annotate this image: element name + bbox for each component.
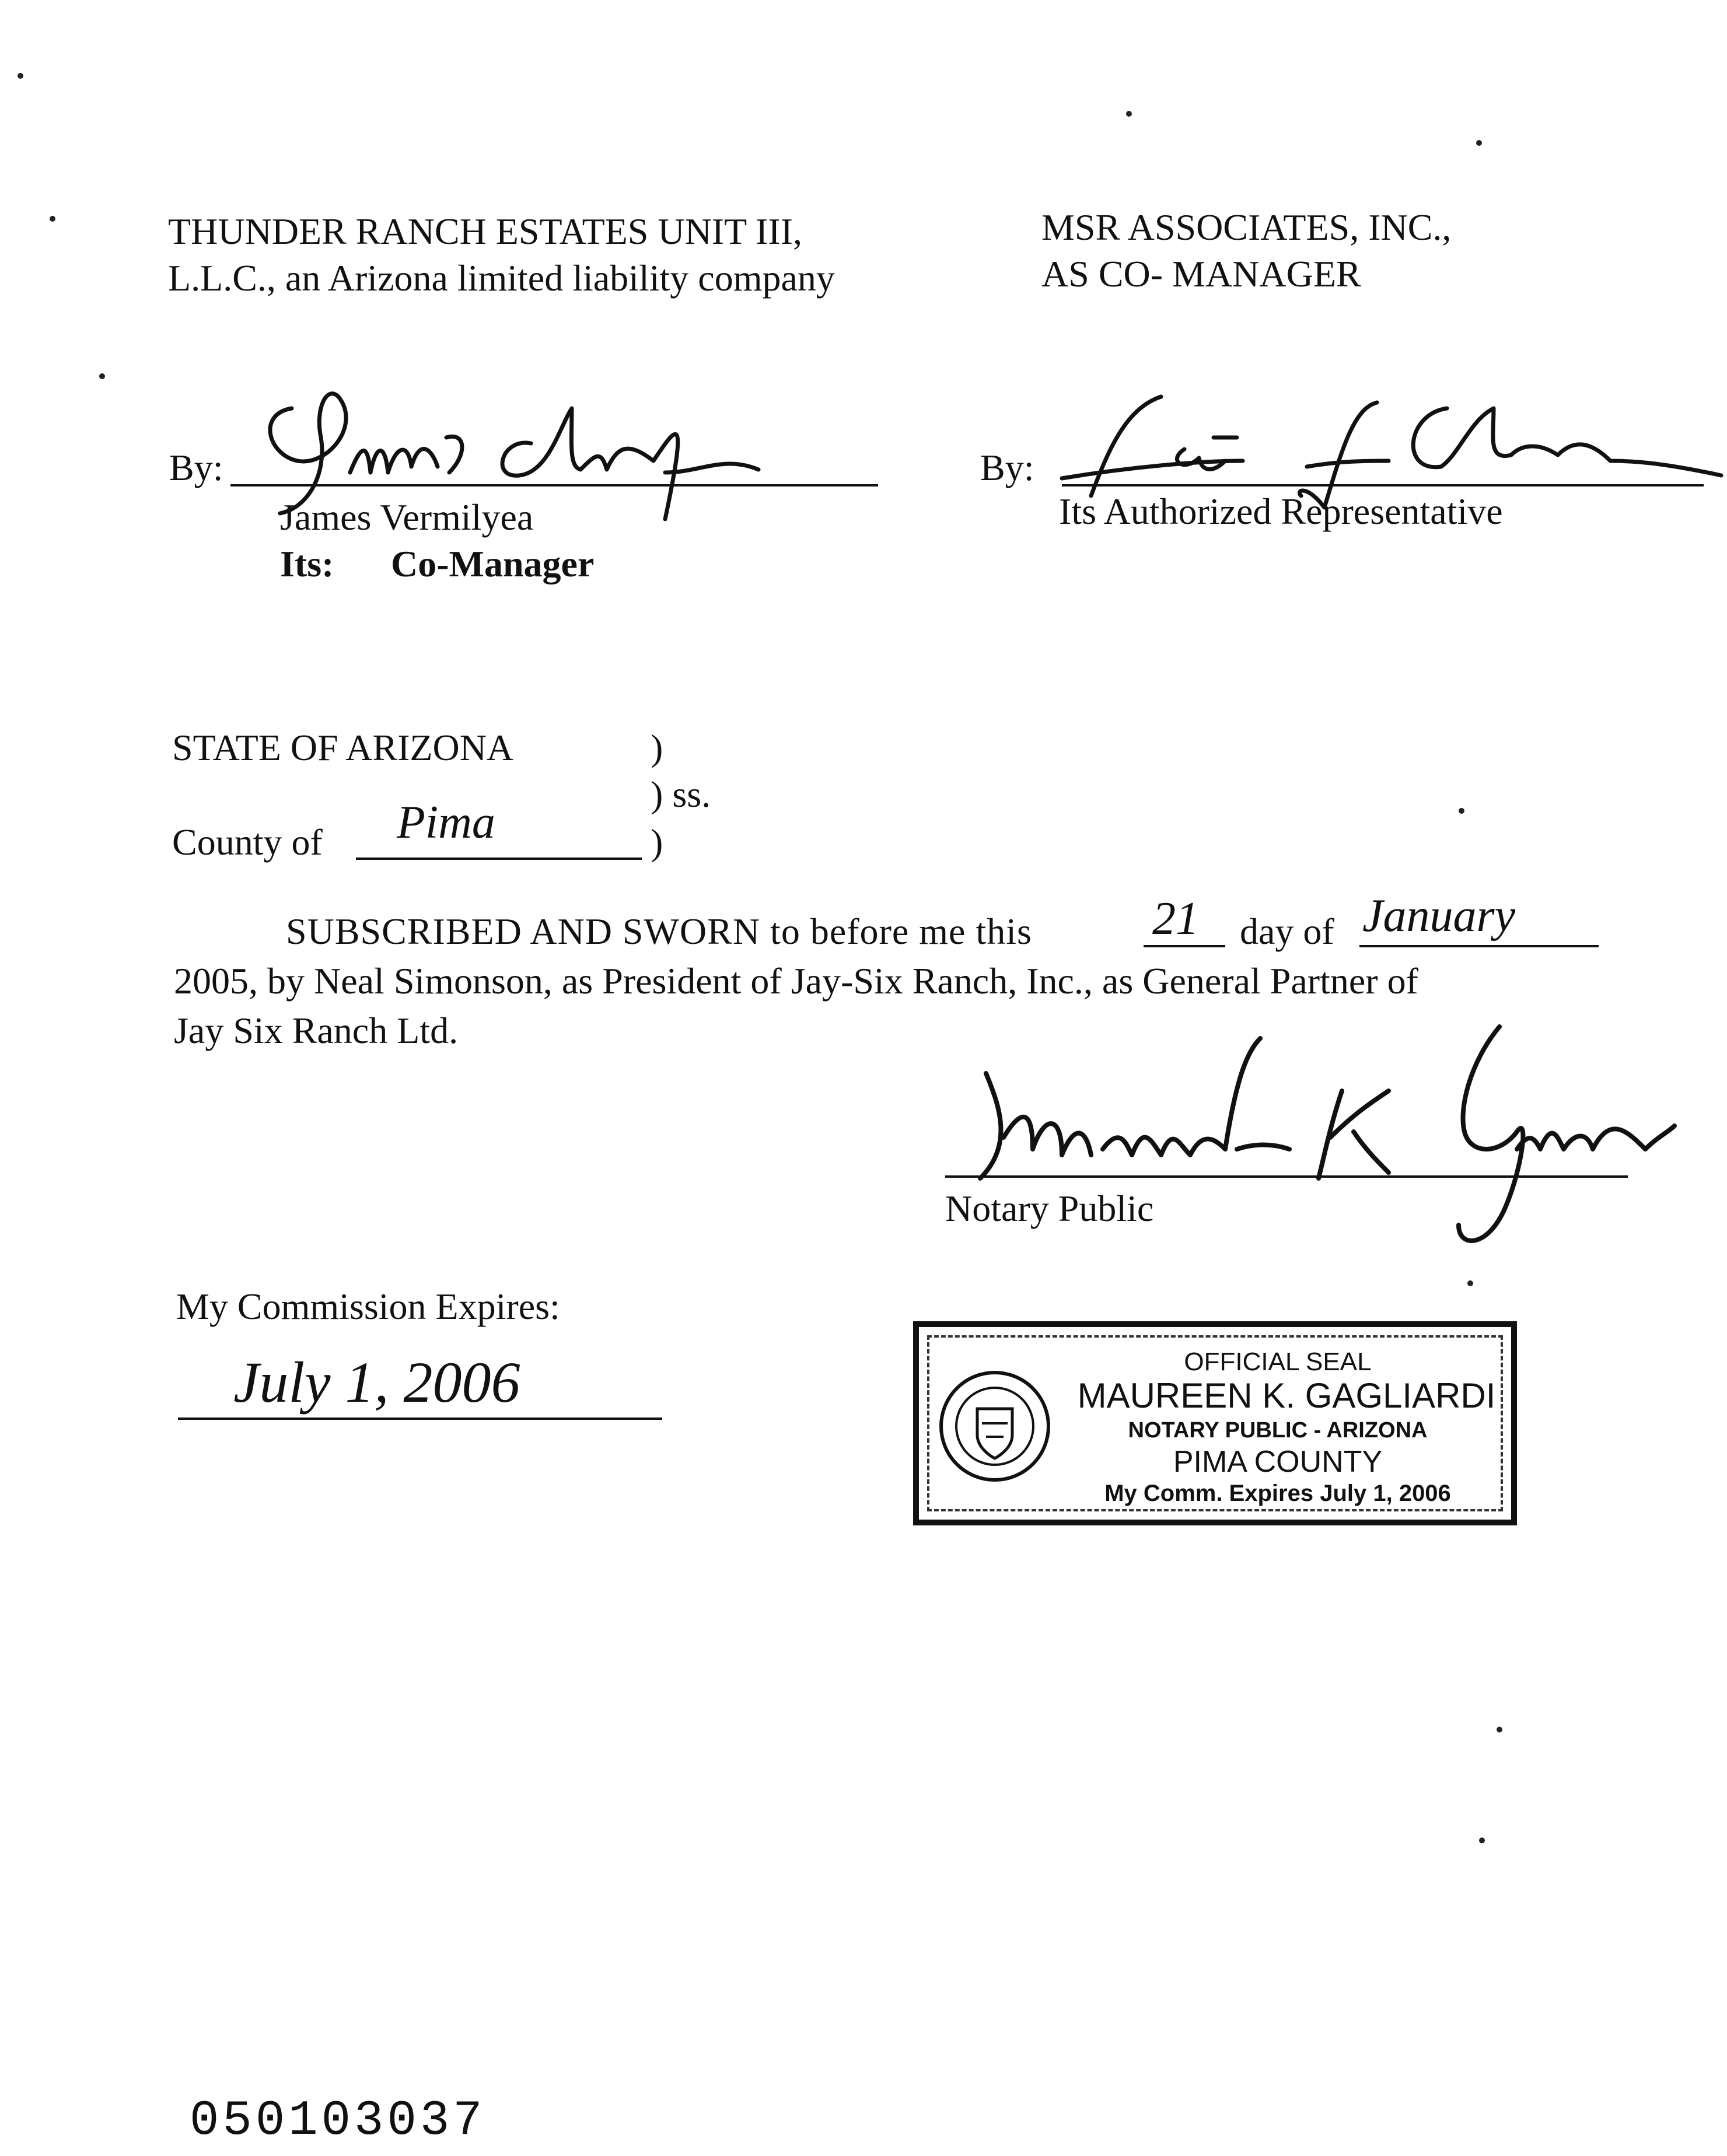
right-signer-title: Its Authorized Representative [1059, 491, 1503, 532]
day-handwritten: 21 [1152, 893, 1199, 944]
left-signer-name: James Vermilyea [280, 496, 534, 538]
commission-line [178, 1418, 662, 1420]
day-line [1144, 945, 1225, 947]
month-line [1359, 945, 1599, 947]
seal-line5: My Comm. Expires July 1, 2006 [1104, 1480, 1451, 1506]
seal-line1: OFFICIAL SEAL [1184, 1348, 1372, 1376]
venue-paren-3: ) [651, 821, 663, 863]
left-its-label: Its: [280, 543, 334, 584]
jurat-line3: Jay Six Ranch Ltd. [174, 1010, 459, 1051]
left-party-name-line1: THUNDER RANCH ESTATES UNIT III, [168, 211, 802, 252]
commission-label: My Commission Expires: [176, 1286, 560, 1327]
notary-caption: Notary Public [945, 1188, 1154, 1229]
seal-line2: MAUREEN K. GAGLIARDI [1077, 1376, 1496, 1415]
left-by-label: By: [169, 447, 223, 488]
left-party-name-line2: L.L.C., an Arizona limited liability company [168, 257, 835, 299]
scan-speck [18, 73, 23, 79]
jurat-line1-a: SUBSCRIBED AND SWORN to before me this [286, 911, 1032, 952]
official-seal-stamp [913, 1321, 1517, 1525]
jurat-line1-b: day of [1240, 911, 1334, 952]
scan-speck [1126, 111, 1132, 117]
scan-speck [1459, 808, 1464, 814]
venue-county-label: County of [172, 821, 323, 863]
scan-speck [1479, 1838, 1485, 1843]
venue-ss: ) ss. [651, 774, 711, 815]
month-handwritten: January [1362, 890, 1516, 942]
right-party-name-line2: AS CO- MANAGER [1041, 253, 1361, 295]
county-handwritten: Pima [397, 797, 495, 848]
scan-speck [1497, 1727, 1502, 1732]
state-seal-icon [936, 1368, 1053, 1485]
seal-line4: PIMA COUNTY [1173, 1445, 1383, 1479]
scan-speck [1476, 140, 1482, 146]
scan-speck [50, 216, 55, 222]
right-by-label: By: [980, 447, 1034, 488]
jurat-line2: 2005, by Neal Simonson, as President of Jay-Six Ranch, Inc., as General Partner of [174, 960, 1418, 1002]
scan-speck [1467, 1280, 1473, 1286]
document-number: 050103037 [190, 2094, 486, 2149]
seal-line3: NOTARY PUBLIC - ARIZONA [1128, 1418, 1428, 1443]
scan-speck [99, 373, 105, 379]
left-its-title: Co-Manager [391, 543, 595, 584]
venue-state: STATE OF ARIZONA [172, 727, 514, 768]
right-party-name-line1: MSR ASSOCIATES, INC., [1041, 206, 1452, 248]
commission-date-handwritten: July 1, 2006 [233, 1350, 520, 1415]
county-line [356, 858, 642, 860]
venue-paren-1: ) [651, 727, 663, 768]
